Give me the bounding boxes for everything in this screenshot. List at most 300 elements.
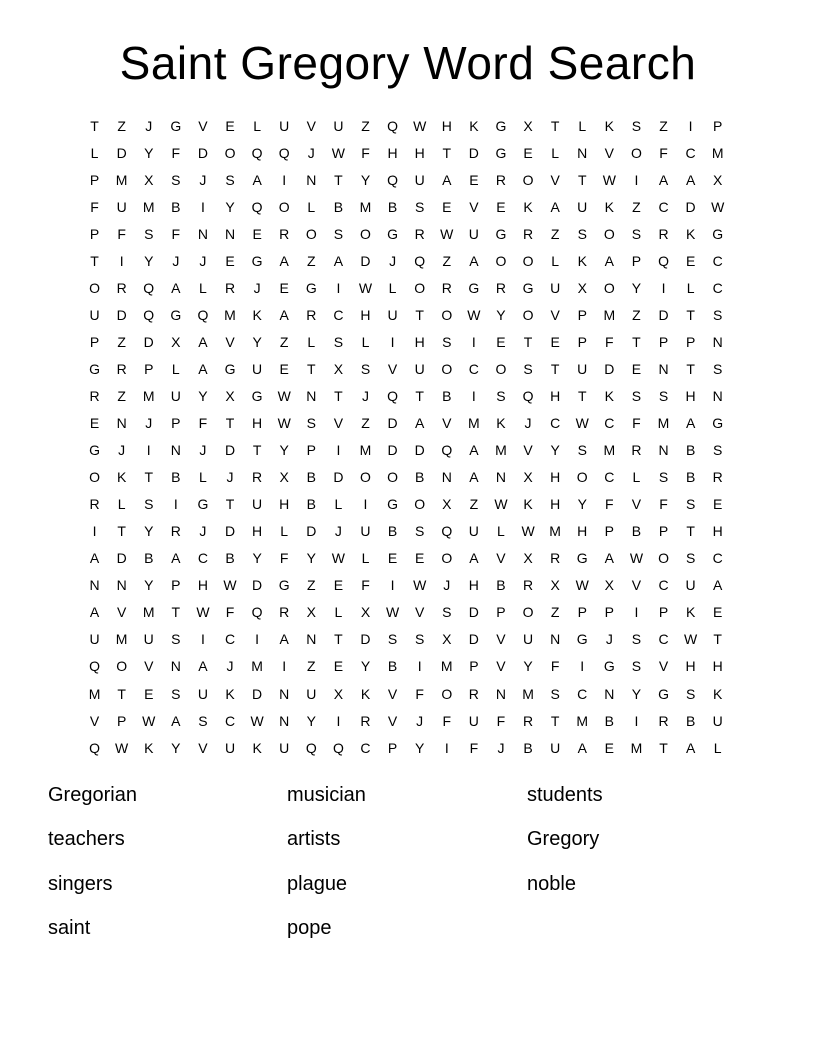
grid-letter: R [116,279,127,296]
grid-letter: S [306,415,316,432]
grid-letter: F [279,550,289,567]
grid-letter: W [629,550,644,567]
grid-letter: E [89,415,100,432]
grid-letter: D [468,604,479,621]
grid-row [81,518,731,545]
grid-letter: S [550,685,560,702]
grid-letter: I [580,658,585,675]
grid-letter: J [172,252,180,269]
grid-letter: E [550,333,560,350]
grid-row [81,355,731,382]
grid-letter: T [334,171,343,188]
grid-letter: V [387,712,398,729]
grid-letter: H [550,496,561,513]
grid-letter: G [197,496,209,513]
grid-letter: J [199,171,207,188]
grid-letter: U [252,360,263,377]
grid-letter: X [442,496,452,513]
grid-letter: W [494,496,508,513]
grid-letter: I [146,442,151,459]
grid-letter: B [387,658,398,675]
grid-letter: X [306,604,316,621]
grid-letter: U [414,171,425,188]
grid-letter: O [441,360,453,377]
grid-letter: B [387,198,398,215]
grid-letter: G [712,225,724,242]
grid-letter: W [115,739,129,756]
grid-letter: O [89,279,100,296]
grid-letter: Y [496,306,506,323]
grid-letter: S [577,225,587,242]
grid-letter: P [631,252,642,269]
grid-letter: D [306,523,317,540]
grid-letter: N [197,225,208,242]
grid-letter: O [441,306,453,323]
grid-letter: A [198,360,208,377]
grid-letter: Z [117,387,126,404]
grid-letter: R [441,279,452,296]
grid-letter: T [713,631,722,648]
grid-letter: Y [577,496,587,513]
grid-letter: F [659,496,668,513]
grid-letter: R [414,225,425,242]
word-list-item: saint [48,917,91,940]
grid-letter: A [171,550,181,567]
grid-letter: V [604,144,614,161]
grid-letter: I [661,279,666,296]
grid-letter: B [415,469,425,486]
grid-letter: L [253,117,261,134]
grid-letter: Q [387,117,399,134]
puzzle-title: Saint Gregory Word Search [119,37,697,89]
grid-letter: U [712,712,723,729]
grid-letter: O [603,279,615,296]
grid-letter: L [497,523,505,540]
grid-letter: U [143,631,154,648]
grid-letter: D [116,550,127,567]
grid-letter: H [252,523,263,540]
grid-letter: H [414,144,425,161]
grid-letter: X [523,550,533,567]
grid-letter: V [415,604,425,621]
grid-letter: D [224,442,236,459]
grid-letter: Y [225,198,235,215]
grid-letter: S [685,496,696,513]
grid-letter: Q [522,387,534,404]
grid-letter: W [331,550,345,567]
grid-letter: W [521,523,535,540]
grid-letter: R [495,171,507,188]
word-list-item: Gregory [527,828,600,851]
grid-letter: I [200,198,205,215]
grid-letter: J [361,387,369,404]
grid-letter: M [88,685,101,702]
grid-letter: C [712,550,723,567]
grid-letter: G [522,279,534,296]
grid-letter: M [224,306,236,323]
grid-letter: I [173,496,178,513]
grid-letter: O [414,496,426,513]
grid-letter: R [279,225,290,242]
grid-letter: L [713,739,722,756]
grid-letter: M [495,442,507,459]
grid-letter: Q [441,523,453,540]
grid-letter: T [117,523,126,540]
grid-letter: Z [117,117,126,134]
grid-letter: N [712,387,723,404]
grid-letter: W [385,604,400,621]
grid-letter: F [496,712,506,729]
grid-letter: X [523,469,533,486]
grid-letter: E [279,279,289,296]
grid-letter: F [659,144,668,161]
grid-row [81,328,731,355]
grid-letter: U [170,387,181,404]
grid-letter: N [550,631,561,648]
grid-letter: Q [387,387,399,404]
grid-letter: P [306,442,316,459]
grid-letter: S [442,604,452,621]
grid-letter: G [576,550,588,567]
grid-letter: A [550,198,560,215]
grid-letter: S [171,631,181,648]
grid-row [81,626,731,653]
grid-letter: O [116,658,128,675]
grid-letter: J [199,523,207,540]
grid-letter: V [550,306,560,323]
grid-row [81,301,731,328]
grid-letter: P [685,333,696,350]
grid-letter: D [197,144,208,161]
grid-letter: B [685,442,696,459]
grid-letter: G [305,279,317,296]
grid-letter: L [334,496,343,513]
grid-letter: L [361,333,370,350]
grid-letter: X [144,171,154,188]
grid-letter: W [413,117,427,134]
grid-letter: E [496,198,506,215]
grid-letter: R [170,523,181,540]
grid-letter: B [604,712,614,729]
grid-letter: M [440,658,453,675]
grid-letter: T [171,604,181,621]
grid-letter: A [469,252,479,269]
grid-letter: V [144,658,154,675]
grid-letter: D [360,252,371,269]
grid-letter: U [550,739,561,756]
grid-letter: L [388,279,397,296]
grid-letter: Q [658,252,669,269]
grid-letter: E [496,333,506,350]
grid-letter: S [333,225,344,242]
grid-row [81,599,731,626]
grid-row [81,464,731,491]
grid-letter: A [469,550,479,567]
grid-letter: U [577,198,588,215]
grid-letter: O [414,279,426,296]
grid-letter: W [440,225,454,242]
grid-letter: W [358,279,373,296]
word-list-item: teachers [48,828,125,851]
grid-letter: Z [659,117,668,134]
grid-letter: V [523,442,533,459]
grid-letter: O [522,171,534,188]
grid-letter: Z [442,252,452,269]
grid-letter: A [198,658,208,675]
grid-letter: N [170,442,181,459]
grid-row [81,437,731,464]
grid-letter: H [279,496,290,513]
grid-letter: P [604,523,614,540]
grid-letter: B [685,469,696,486]
grid-letter: T [577,171,587,188]
grid-letter: A [333,252,344,269]
grid-letter: P [116,712,127,729]
grid-letter: E [225,252,235,269]
grid-letter: B [333,198,344,215]
grid-letter: Y [144,252,154,269]
grid-letter: N [441,469,452,486]
grid-letter: Q [414,252,426,269]
grid-letter: U [224,739,236,756]
grid-letter: S [631,117,642,134]
grid-letter: G [495,225,507,242]
word-list-item: musician [287,783,366,806]
grid-letter: P [496,604,506,621]
grid-letter: Y [631,279,642,296]
grid-letter: T [334,387,343,404]
grid-letter: U [414,360,425,377]
grid-letter: P [577,306,587,323]
grid-letter: S [171,171,181,188]
grid-letter: V [116,604,127,621]
grid-letter: K [713,685,723,702]
grid-letter: Z [307,577,316,594]
grid-letter: S [658,469,669,486]
grid-row [81,382,731,409]
grid-letter: G [468,279,480,296]
grid-letter: C [712,252,723,269]
grid-letter: V [198,739,208,756]
grid-letter: U [279,739,290,756]
grid-letter: Z [307,252,316,269]
grid-letter: P [89,225,100,242]
grid-letter: W [142,712,156,729]
grid-letter: Y [306,712,316,729]
grid-letter: S [496,387,506,404]
grid-letter: X [523,117,533,134]
grid-row [81,680,731,707]
word-list-column-2 [287,773,366,951]
grid-letter: S [225,171,235,188]
grid-letter: T [252,442,262,459]
grid-letter: E [713,496,723,513]
grid-letter: G [603,658,615,675]
grid-letter: V [631,577,642,594]
grid-letter: N [306,171,317,188]
grid-letter: W [196,604,210,621]
grid-letter: G [712,415,724,432]
grid-letter: M [142,198,155,215]
grid-letter: B [306,496,316,513]
grid-letter: I [444,739,449,756]
grid-letter: N [224,225,236,242]
grid-letter: O [360,225,371,242]
grid-letter: K [685,604,696,621]
grid-letter: M [142,387,155,404]
grid-letter: X [333,360,344,377]
grid-letter: O [224,144,236,161]
grid-letter: S [658,387,669,404]
grid-letter: I [390,577,395,594]
grid-letter: F [550,658,560,675]
grid-letter: E [333,577,344,594]
grid-letter: R [89,387,100,404]
grid-letter: R [712,469,723,486]
grid-letter: J [334,523,342,540]
grid-letter: H [197,577,208,594]
grid-letter: C [550,415,561,432]
grid-letter: Y [144,577,154,594]
grid-letter: G [658,685,669,702]
grid-letter: E [333,658,344,675]
grid-letter: M [630,739,643,756]
grid-letter: H [414,333,425,350]
grid-letter: H [685,387,696,404]
grid-letter: G [387,496,399,513]
grid-letter: M [603,442,616,459]
grid-letter: D [387,442,398,459]
grid-letter: K [523,198,533,215]
grid-letter: L [686,279,695,296]
grid-letter: R [468,685,479,702]
grid-letter: V [631,496,642,513]
grid-letter: H [441,117,452,134]
grid-letter: U [360,523,371,540]
grid-letter: V [496,631,506,648]
grid-letter: F [469,739,479,756]
grid-letter: V [387,360,398,377]
grid-letter: T [90,252,99,269]
grid-letter: P [577,333,587,350]
grid-letter: R [522,712,534,729]
grid-letter: Y [360,658,371,675]
grid-letter: A [685,415,696,432]
grid-letter: F [171,144,181,161]
grid-letter: Z [632,306,641,323]
word-list-item: pope [287,917,332,940]
grid-letter: T [659,739,668,756]
grid-letter: K [577,252,587,269]
grid-letter: F [117,225,126,242]
grid-letter: R [658,225,669,242]
grid-letter: N [495,469,507,486]
grid-letter: C [577,685,588,702]
grid-letter: G [89,442,100,459]
grid-letter: N [495,685,507,702]
grid-letter: U [468,523,479,540]
grid-letter: C [658,631,669,648]
grid-letter: U [89,631,100,648]
word-list-column-3 [527,773,603,907]
grid-letter: K [685,225,696,242]
grid-letter: E [442,198,452,215]
grid-letter: Y [144,144,154,161]
grid-letter: I [336,279,341,296]
grid-letter: U [468,225,479,242]
grid-letter: Q [251,144,263,161]
grid-letter: S [198,712,208,729]
grid-letter: B [171,469,181,486]
grid-letter: U [252,496,263,513]
grid-letter: B [144,550,154,567]
grid-letter: E [469,171,479,188]
grid-letter: I [363,496,368,513]
grid-letter: O [576,469,588,486]
grid-letter: I [255,631,260,648]
grid-letter: Y [144,523,154,540]
grid-letter: T [307,360,316,377]
grid-letter: Y [306,550,316,567]
word-list-item: singers [48,872,113,895]
grid-letter: S [523,360,533,377]
grid-letter: O [305,225,317,242]
grid-letter: R [550,550,561,567]
grid-letter: Y [360,171,371,188]
grid-letter: Q [387,171,399,188]
grid-letter: O [522,252,534,269]
grid-letter: O [630,144,642,161]
grid-letter: E [225,117,235,134]
grid-letter: O [89,469,100,486]
grid-letter: N [306,631,317,648]
grid-letter: T [632,333,641,350]
grid-letter: V [550,171,560,188]
grid-row [81,545,731,572]
grid-letter: V [89,712,100,729]
grid-letter: W [575,577,589,594]
grid-letter: W [575,415,589,432]
grid-letter: S [144,496,154,513]
grid-letter: F [361,577,370,594]
grid-letter: Z [469,496,479,513]
grid-letter: O [522,306,534,323]
grid-letter: K [252,739,262,756]
grid-letter: H [360,306,371,323]
grid-letter: V [198,117,208,134]
grid-letter: X [360,604,371,621]
grid-letter: K [523,496,533,513]
grid-letter: M [468,415,480,432]
grid-letter: U [550,279,561,296]
grid-letter: Q [89,658,100,675]
grid-letter: R [306,306,317,323]
grid-letter: J [416,712,424,729]
grid-letter: D [685,198,696,215]
grid-letter: P [89,333,100,350]
grid-letter: S [713,360,723,377]
grid-letter: P [144,360,154,377]
word-list-item: plague [287,872,348,895]
grid-letter: D [116,144,127,161]
grid-letter: G [495,144,507,161]
grid-letter: I [92,523,97,540]
grid-letter: Y [252,550,262,567]
grid-letter: N [279,685,290,702]
grid-letter: C [333,306,344,323]
grid-letter: V [496,658,506,675]
grid-letter: J [199,252,207,269]
